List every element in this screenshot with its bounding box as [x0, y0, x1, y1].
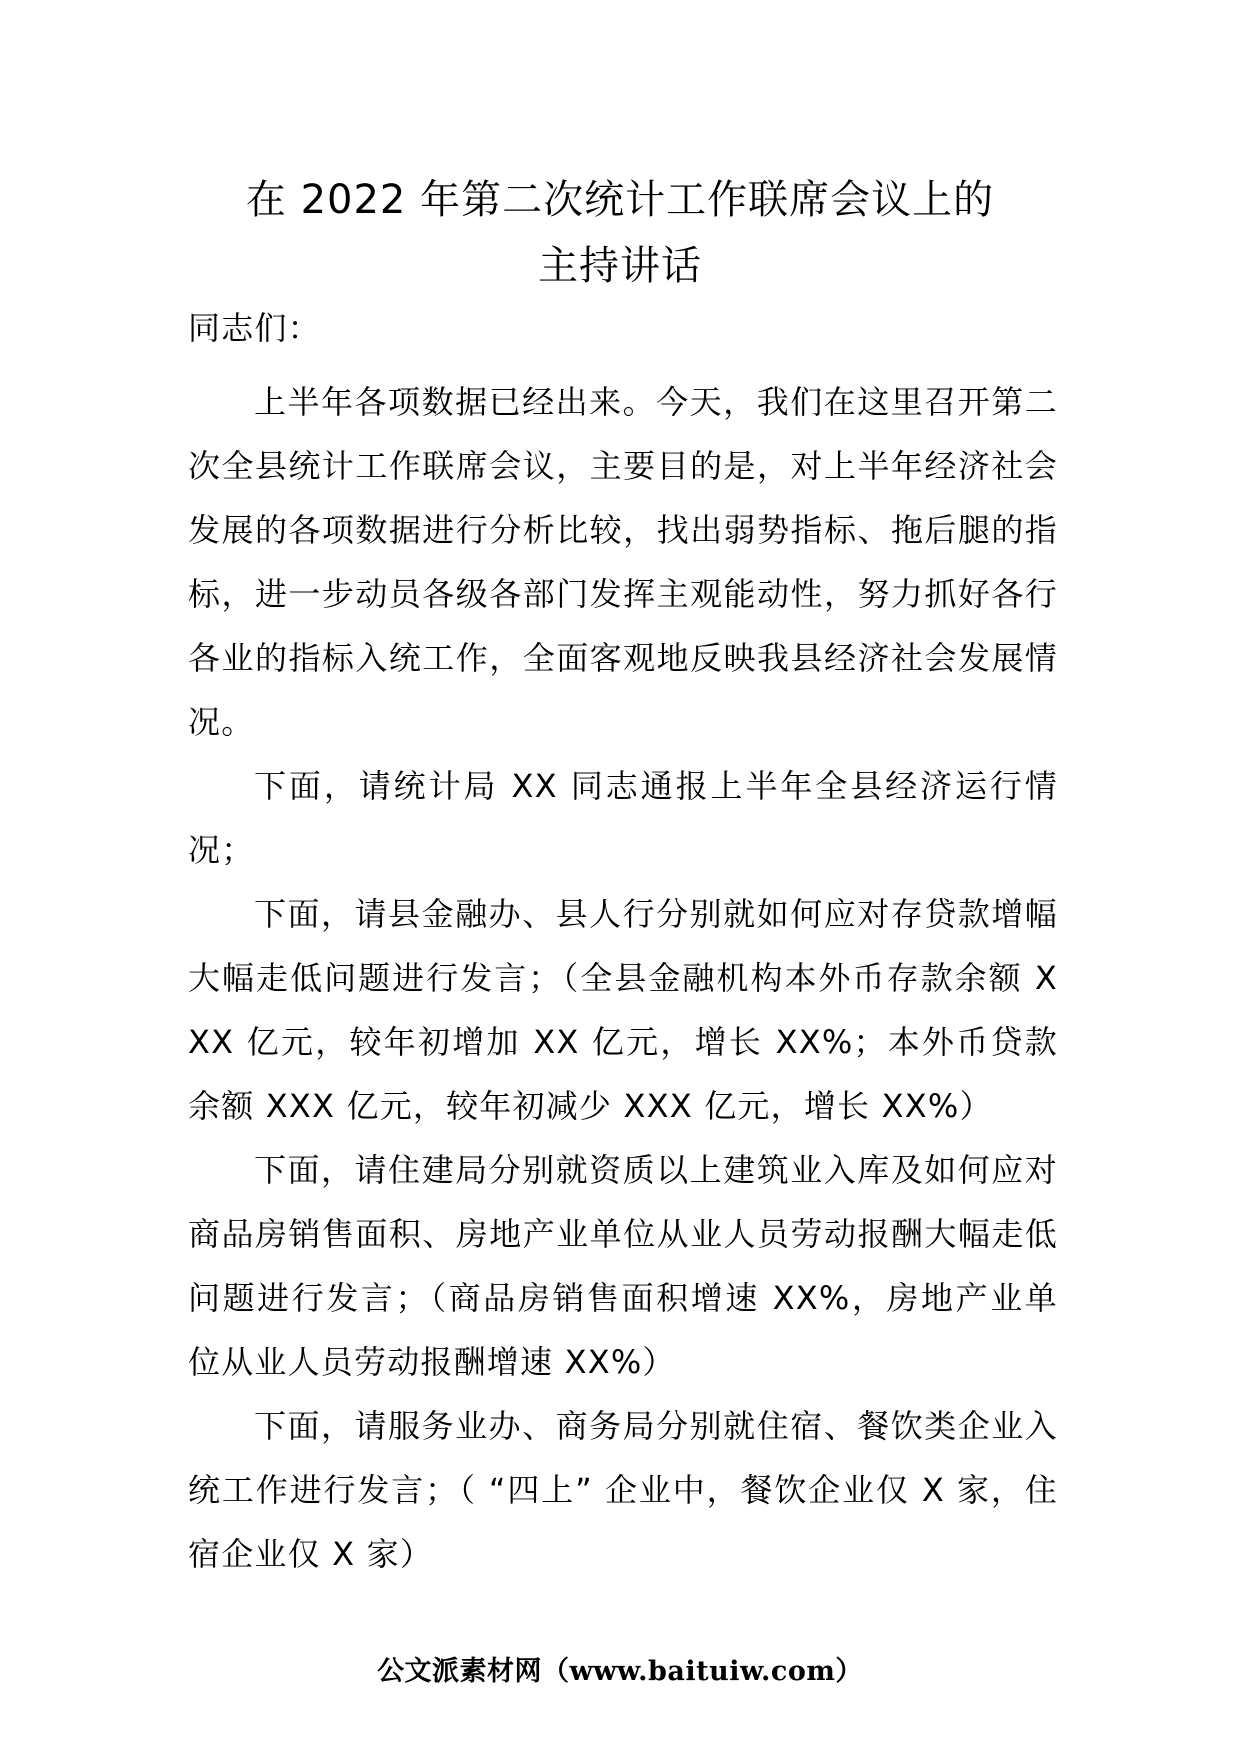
paragraph-finance: 下面，请县金融办、县人行分别就如何应对存贷款增幅大幅走低问题进行发言；（全县金融机构本外币存款余额 XXX 亿元，较年初增加 XX 亿元，增长 XX%；本外币贷款余额 XXX 亿元，较年初减少 XXX 亿元，增长 XX%） — [188, 895, 1058, 1125]
paragraph-services: 下面，请服务业办、商务局分别就住宿、餐饮类企业入统工作进行发言；（ “四上” 企业中，餐饮企业仅 X 家，住宿企业仅 X 家） — [188, 1407, 1058, 1573]
document-title-line-1: 在 2022 年第二次统计工作联席会议上的 — [245, 177, 995, 223]
salutation: 同志们： — [188, 309, 321, 347]
footer-watermark: 公文派素材网（www.baituiw.com） — [377, 1656, 863, 1687]
paragraph-housing: 下面，请住建局分别就资质以上建筑业入库及如何应对商品房销售面积、房地产业单位从业人员劳动报酬大幅走低问题进行发言；（商品房销售面积增速 XX%，房地产业单位从业人员劳动报酬增速 XX%） — [188, 1151, 1058, 1381]
paragraph-intro: 上半年各项数据已经出来。今天，我们在这里召开第二次全县统计工作联席会议，主要目的是，对上半年经济社会发展的各项数据进行分析比较，找出弱势指标、拖后腿的指标，进一步动员各级各部门发挥主观能动性，努力抓好各行各业的指标入统工作，全面客观地反映我县经济社会发展情况。 — [188, 383, 1058, 741]
document-title-line-2: 主持讲话 — [538, 243, 702, 289]
paragraph-statistics-bureau: 下面，请统计局 XX 同志通报上半年全县经济运行情况； — [188, 767, 1058, 869]
document-body — [188, 370, 1058, 1586]
